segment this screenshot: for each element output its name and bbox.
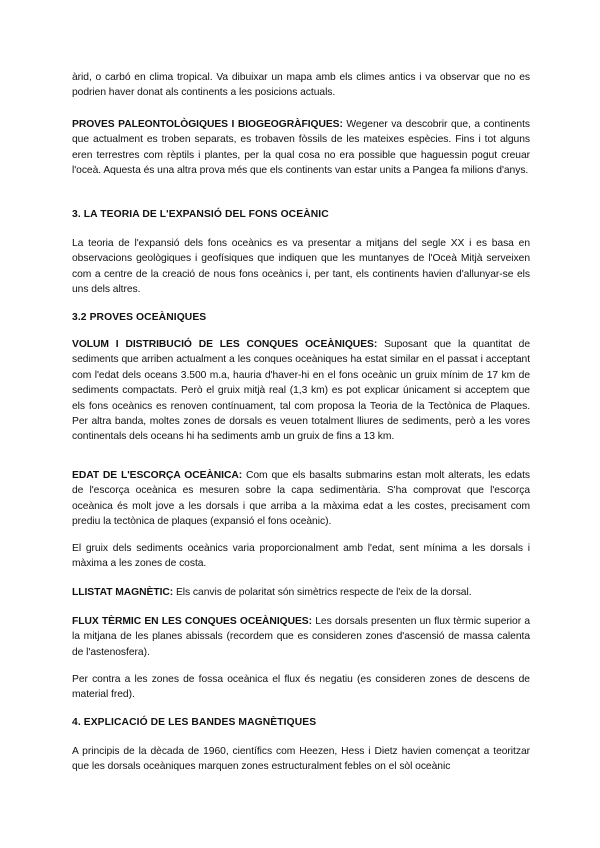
paragraph-lead: PROVES PALEONTOLÒGIQUES I BIOGEOGRÀFIQUES: bbox=[72, 119, 343, 130]
paragraph-lead: LLISTAT MAGNÈTIC: bbox=[72, 587, 174, 598]
paragraph-text: Els canvis de polaritat són simètrics respecte de l'eix de la dorsal. bbox=[173, 587, 472, 598]
paragraph-paleontological-proofs bbox=[72, 117, 530, 179]
paragraph-text: Per contra a les zones de fossa oceànica el flux és negatiu (es consideren zones de descens de material fred). bbox=[72, 674, 530, 701]
paragraph-text: La teoria de l'expansió dels fons oceànics es va presentar a mitjans del segle XX i es basa en observacions geològiques i geofísiques que indiquen que les muntanyes de l'Oceà Mitjà serveixen com a centre de la creació de nous fons oceànics i, per tant, els continents havien d'allunyar-se els uns dels altres. bbox=[72, 238, 530, 296]
paragraph-lead: VOLUM I DISTRIBUCIÓ DE LES CONQUES OCEÀNIQUES: bbox=[72, 339, 378, 350]
paragraph-oceanic-crust-age bbox=[72, 468, 530, 530]
paragraph-seafloor-theory bbox=[72, 236, 530, 298]
paragraph-text: Les dorsals presenten un flux tèrmic superior a la mitjana de les planes abissals (recordem que es consideren zones d'ascensió de massa calenta de l'astenosfera). bbox=[72, 616, 531, 658]
paragraph-magnetic-bands-intro bbox=[72, 744, 530, 775]
paragraph-text: A principis de la dècada de 1960, científics com Heezen, Hess i Dietz havien començat a teoritzar que les dorsals oceàniques marquen zones estructuralment febles on el sòl oceànic bbox=[72, 746, 530, 773]
paragraph-text: Com que els basalts submarins estan molt alterats, les edats de l'escorça oceànica es mesuren sobre la capa sedimentària. S'ha comprovat que l'escorça oceànica és molt jove a les dorsals i que arriba a la màxima edat a les costes, precisament com prediu la tectònica de plaques (expansió el fons oceànic). bbox=[72, 470, 530, 528]
paragraph-text: àrid, o carbó en clima tropical. Va dibuixar un mapa amb els climes antics i va observar que no es podrien haver donat als continents a les posicions actuals. bbox=[72, 72, 530, 99]
paragraph-paleoclimate-end bbox=[72, 70, 530, 101]
paragraph-heat-flow bbox=[72, 614, 530, 660]
paragraph-text: El gruix dels sediments oceànics varia proporcionalment amb l'edat, sent mínima a les dorsals i màxima a les zones de costa. bbox=[72, 543, 530, 570]
paragraph-ocean-basins-volume bbox=[72, 337, 530, 445]
paragraph-text: Suposant que la quantitat de sediments que arriben actualment a les conques oceàniques ha estat similar en el passat i acceptant com l'edat dels oceans 3.500 m.a, hauria d'haver-hi en el fons oceànic un gruix mínim de 17 km de sediments compactats. Però el gruix mitjà real (1,3 km) es pot explicar únicament si acceptem que els fons oceànics es renoven contínuament, tal com proposa la Teoria de la Tectònica de Plaques. Per altra banda, moltes zones de dorsals es veuen totalment lliures de sediments, però a les vores continentals dels oceans hi ha sediments amb un gruix de fins a 13 km. bbox=[72, 339, 531, 443]
paragraph-sediment-thickness bbox=[72, 541, 530, 572]
section-heading-3-2: 3.2 PROVES OCEÀNIQUES bbox=[72, 312, 207, 323]
paragraph-lead: FLUX TÈRMIC EN LES CONQUES OCEÀNIQUES: bbox=[72, 616, 312, 627]
section-heading-4: 4. EXPLICACIÓ DE LES BANDES MAGNÈTIQUES bbox=[72, 717, 317, 728]
paragraph-lead: EDAT DE L'ESCORÇA OCEÀNICA: bbox=[72, 470, 243, 481]
paragraph-magnetic-striping bbox=[72, 585, 530, 600]
paragraph-trench-heat-flow bbox=[72, 672, 530, 703]
section-heading-3: 3. LA TEORIA DE L'EXPANSIÓ DEL FONS OCEÀNIC bbox=[72, 209, 329, 220]
paragraph-text: Wegener va descobrir que, a continents que actualment es troben separats, es trobaven fòssils de les mateixes espècies. Fins i tot alguns eren terrestres com rèptils i plantes, per la qual cosa no era possible que haguessin pogut creuar l'oceà. Aquesta és una altra prova més que els continents van estar units a Pangea fa milions d'anys. bbox=[72, 119, 530, 177]
